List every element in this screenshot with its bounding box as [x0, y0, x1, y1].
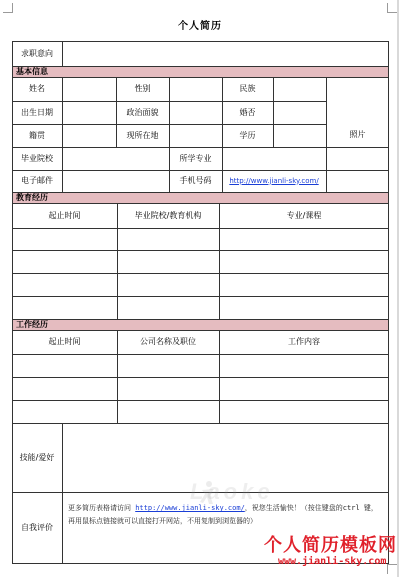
major-label: 所学专业 — [179, 153, 212, 163]
edu-header-major: 专业/课程 — [286, 210, 322, 220]
self-evaluation-label: 自我评价 — [21, 523, 53, 532]
intro-text-before: 更多简历表格请访问 — [68, 504, 131, 512]
intro-text-after: ，祝您生活愉快！（按住键盘的ctrl 键，再用鼠标点链接就可以直接打开网站，不用复制到浏览器的） — [68, 504, 378, 525]
page-corner-mark — [387, 3, 397, 13]
ethnicity-field[interactable] — [273, 77, 326, 101]
phone-label: 手机号码 — [179, 176, 212, 185]
photo-box[interactable]: 照片 — [349, 129, 366, 139]
edu-header-period: 起止时间 — [48, 210, 81, 220]
skills-label: 技能/爱好 — [19, 452, 55, 462]
major-field[interactable] — [222, 147, 326, 170]
political-status-label: 政治面貌 — [126, 107, 159, 117]
name-field[interactable] — [62, 77, 116, 101]
watermark-text: Laoke — [190, 479, 274, 504]
page-corner-mark — [3, 3, 13, 13]
edu-header-school: 毕业院校/教育机构 — [134, 210, 202, 220]
work-header-company: 公司名称及职位 — [140, 337, 196, 346]
section-header-basic-info: 基本信息 — [12, 66, 389, 77]
job-intent-label: 求职意向 — [21, 48, 53, 58]
marital-field[interactable] — [273, 101, 326, 124]
document-title: 个人简历 — [178, 21, 222, 32]
marital-label: 婚否 — [239, 107, 256, 117]
page-corner-mark — [387, 564, 397, 574]
section-header-work: 工作经历 — [12, 319, 389, 330]
current-location-field[interactable] — [169, 124, 222, 147]
section-header-education: 教育经历 — [12, 192, 389, 203]
ethnicity-label: 民族 — [239, 84, 256, 93]
native-place-label: 籍贯 — [29, 130, 45, 140]
brand-title: 个人简历模板网 — [264, 535, 397, 556]
brand-url[interactable]: www.jianli-sky.com — [278, 556, 387, 567]
job-intent-field[interactable] — [62, 41, 389, 66]
phone-field[interactable] — [222, 170, 326, 192]
native-place-field[interactable] — [62, 124, 116, 147]
political-status-field[interactable] — [169, 101, 222, 124]
education-label: 学历 — [239, 130, 256, 140]
education-field[interactable] — [273, 124, 326, 147]
work-header-period: 起止时间 — [48, 337, 81, 346]
gender-label: 性别 — [134, 84, 151, 93]
school-field[interactable] — [62, 147, 169, 170]
page-edge-shadow — [397, 0, 399, 577]
email-label: 电子邮件 — [21, 176, 53, 185]
phone-link[interactable]: http://www.jianli-sky.com/ — [229, 176, 319, 185]
gender-field[interactable] — [169, 77, 222, 101]
birth-date-label: 出生日期 — [21, 107, 53, 117]
name-label: 姓名 — [29, 84, 45, 93]
intro-link[interactable]: http://www.jianli-sky.com/ — [135, 504, 245, 512]
birth-date-field[interactable] — [62, 101, 116, 124]
school-label: 毕业院校 — [21, 153, 53, 163]
work-header-content: 工作内容 — [288, 337, 320, 346]
current-location-label: 现所在地 — [126, 130, 159, 140]
email-field[interactable] — [62, 170, 169, 192]
